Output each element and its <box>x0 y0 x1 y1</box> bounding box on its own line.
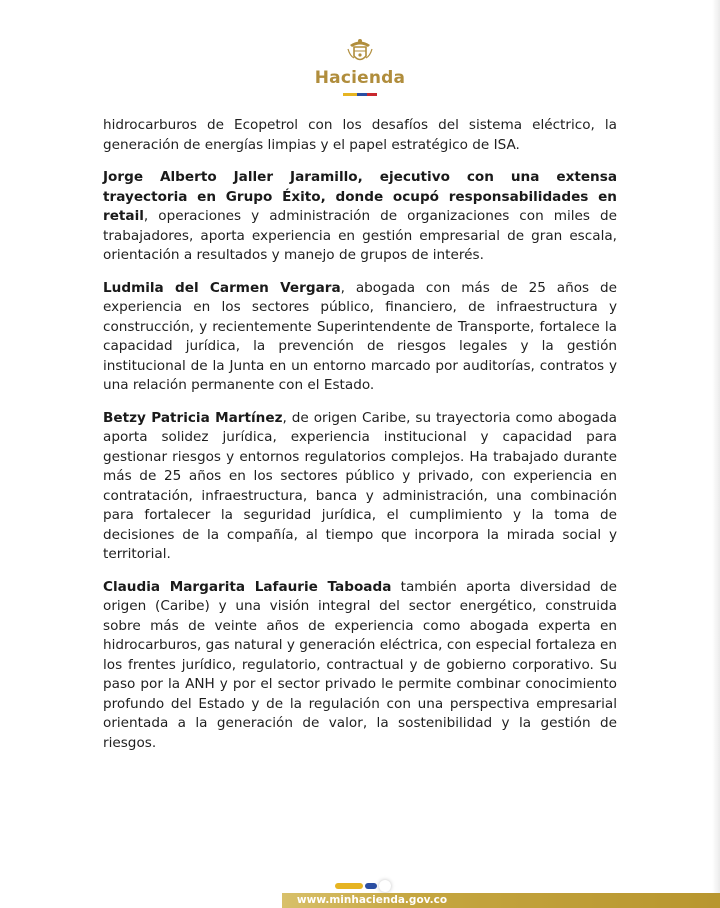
letterhead <box>0 36 720 96</box>
footer-yellow-pill <box>335 883 363 889</box>
flag-stripe <box>0 93 720 96</box>
paragraph <box>103 279 617 396</box>
paragraph <box>103 578 617 754</box>
paragraph <box>103 116 617 155</box>
paragraph-bold: Betzy Patricia Martínez <box>103 409 283 426</box>
brand-name: Hacienda <box>314 68 406 88</box>
footer-white-dot <box>379 880 391 892</box>
paragraph-text: , de origen Caribe, su trayectoria como abogada aporta solidez jurídica, experiencia institucional y capacidad para gestionar riesgos y entornos regulatorios complejos. Ha trabajado durante más de 25 años en los sectores público y privado, con experiencia en contratación, infraestructura, banca y administración, una combinación para fortalecer la seguridad jurídica, el cumplimiento y la toma de decisiones de la compañía, al tiempo que incorpora la mirada social y territorial. <box>103 409 617 562</box>
flag-yellow <box>343 93 357 96</box>
paragraph-text: , abogada con más de 25 años de experiencia en los sectores público, financiero, de infraestructura y construcción, y recientemente Superintendente de Transporte, fortalece la capacidad jurídica, la prevención de riesgos legales y la gestión institucional de la Junta en un entorno marcado por auditorías, contratos y una relación permanente con el Estado. <box>103 279 618 393</box>
paragraph-bold: Ludmila del Carmen Vergara <box>103 279 341 296</box>
footer-url[interactable]: www.minhacienda.gov.co <box>296 894 448 906</box>
paragraph-text: hidrocarburos de Ecopetrol con los desafíos del sistema eléctrico, la generación de energías limpias y el papel estratégico de ISA. <box>103 117 617 153</box>
paragraph-bold: Claudia Margarita Lafaurie Taboada <box>103 578 392 595</box>
paragraph <box>103 168 617 266</box>
flag-blue <box>357 93 367 96</box>
footer-blue-pill <box>365 883 377 889</box>
page-footer <box>0 868 720 908</box>
page-edge-shadow <box>712 0 720 908</box>
colombia-coat-of-arms-icon <box>346 36 374 66</box>
document-body <box>103 116 617 766</box>
paragraph <box>103 409 617 565</box>
paragraph-text: , operaciones y administración de organizaciones con miles de trabajadores, aporta experiencia en gestión empresarial de gran escala, orientación a resultados y manejo de grupos de interés. <box>103 208 617 263</box>
footer-decoration <box>335 880 391 892</box>
paragraph-text: también aporta diversidad de origen (Caribe) y una visión integral del sector energético, construida sobre más de veinte años de experiencia como abogada experta en hidrocarburos, gas natural y generación eléctrica, con especial fortaleza en los frentes jurídico, regulatorio, contractual y de gobierno corporativo. Su paso por la ANH y por el sector privado le permite combinar conocimiento profundo del Estado y de la regulación con una perspectiva empresarial orientada a la generación de valor, la sostenibilidad y la gestión de riesgos. <box>103 578 617 751</box>
flag-red <box>367 93 377 96</box>
paragraph-bold: Jorge Alberto Jaller Jaramillo, ejecutivo con una extensa trayectoria en Grupo Éxito, donde ocupó responsabilidades en retail <box>103 169 617 224</box>
